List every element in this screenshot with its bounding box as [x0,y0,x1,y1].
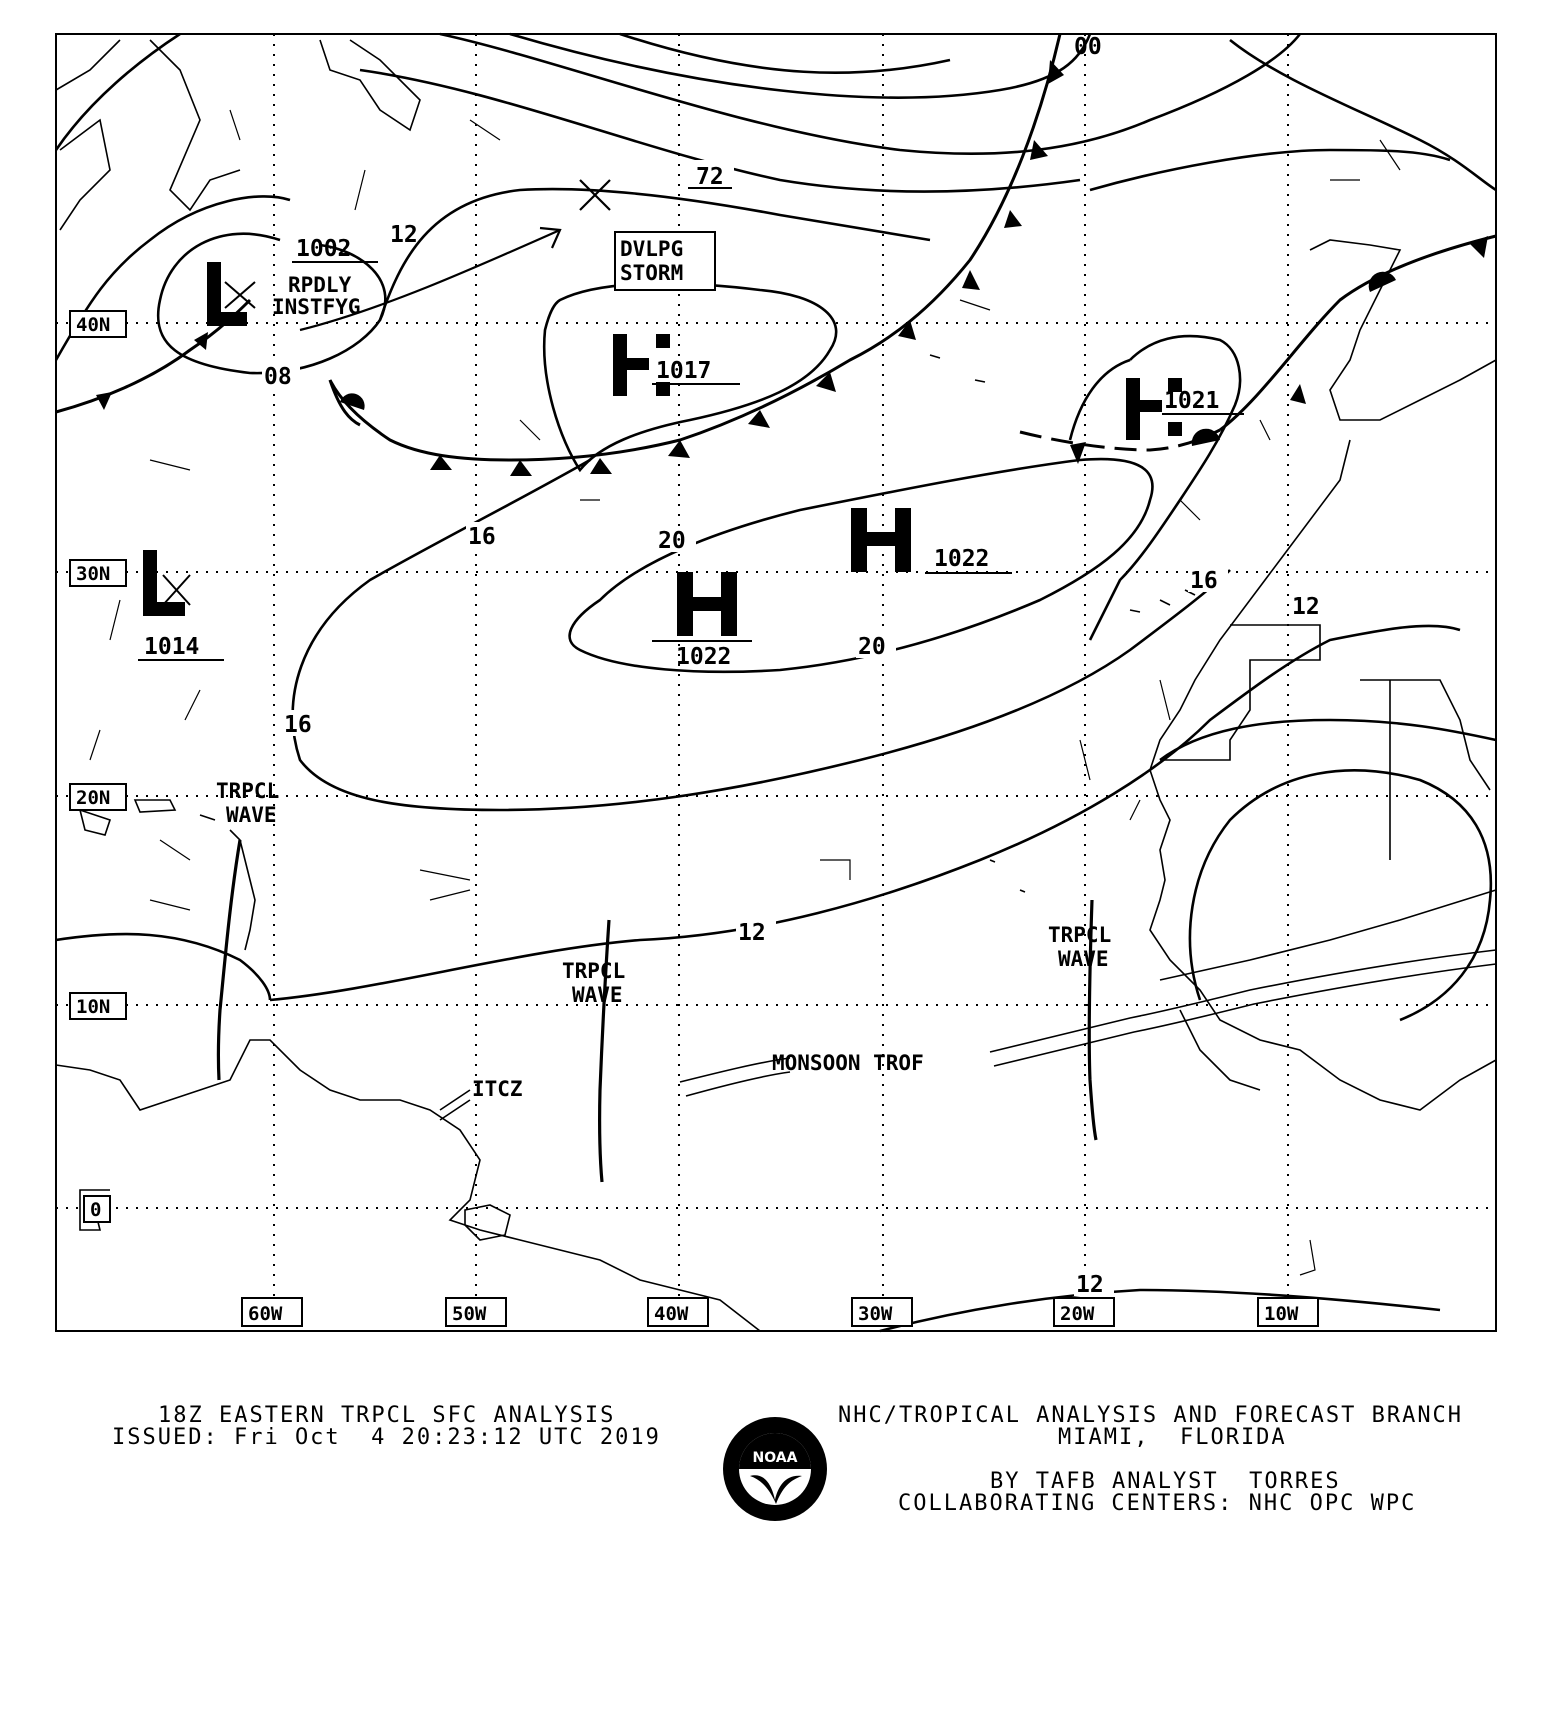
lat-label-equator: 0 [90,1199,102,1221]
isobar-label: 00 [1074,34,1102,60]
lon-label-40w: 40W [654,1303,689,1325]
lon-label-10w: 10W [1264,1303,1299,1325]
lon-label-50w: 50W [452,1303,487,1325]
tropical-wave-label-line1: TRPCL [562,959,626,983]
lon-label-30w: 30W [858,1303,893,1325]
rapidly-label: RPDLY [288,273,352,297]
isobar-label: 12 [1076,1272,1104,1298]
analyst-name: BY TAFB ANALYST TORRES [990,1469,1341,1494]
issued-timestamp: ISSUED: Fri Oct 4 20:23:12 UTC 2019 [112,1425,661,1450]
lat-label-20n: 20N [76,787,111,809]
lon-label-20w: 20W [1060,1303,1095,1325]
isobar-label: 08 [264,364,292,390]
tropical-wave-label-line1: TRPCL [1048,923,1112,947]
isobar-label: 16 [284,712,312,738]
tropical-wave-label-line2: WAVE [226,803,277,827]
itcz-label: ITCZ [472,1077,523,1101]
isobar-label: 12 [390,222,418,248]
tropical-wave-label-line2: WAVE [1058,947,1109,971]
collaborating-centers: COLLABORATING CENTERS: NHC OPC WPC [898,1491,1417,1516]
intensifying-label: INSTFYG [272,295,361,319]
isobar-label: 20 [858,634,886,660]
developing-label: DVLPG [620,237,684,261]
high-pressure-value: 1022 [934,546,990,572]
lon-label-60w: 60W [248,1303,283,1325]
monsoon-trough-label: MONSOON TROF [772,1051,924,1075]
low-pressure-value: 1002 [296,236,352,262]
map-frame [56,34,1496,1331]
isobar-label: 16 [1190,568,1218,594]
issuing-organization: NHC/TROPICAL ANALYSIS AND FORECAST BRANCH [838,1403,1464,1428]
issuing-location: MIAMI, FLORIDA [1058,1425,1287,1450]
isobar-label: 20 [658,528,686,554]
storm-label: STORM [620,261,684,285]
noaa-logo-icon [720,1414,830,1528]
noaa-logo-text: NOAA [752,1450,798,1466]
lat-label-30n: 30N [76,563,111,585]
isobar-label: 12 [1292,594,1320,620]
tropical-wave-label-line1: TRPCL [216,779,280,803]
isobar-label: 12 [738,920,766,946]
lat-label-10n: 10N [76,996,111,1018]
high-pressure-value: 1017 [656,358,712,384]
isobar-label: 16 [468,524,496,550]
chart-title: 18Z EASTERN TRPCL SFC ANALYSIS [158,1403,616,1428]
high-pressure-value: 1022 [676,644,732,670]
isobar-label: 72 [696,164,724,190]
tropical-wave-label-line2: WAVE [572,983,623,1007]
low-pressure-value: 1014 [144,634,200,660]
lat-label-40n: 40N [76,314,111,336]
high-pressure-value: 1021 [1164,388,1220,414]
